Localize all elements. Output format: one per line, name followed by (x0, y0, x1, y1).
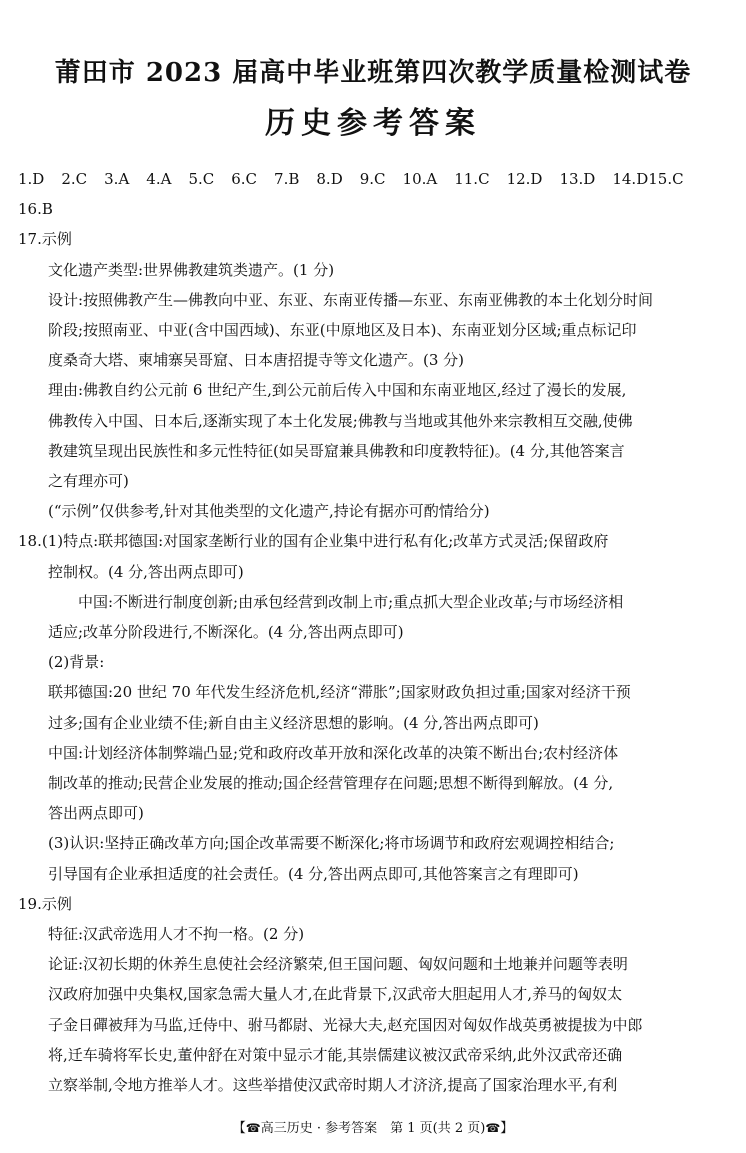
answer-item: 9.C (359, 170, 386, 188)
phone-icon: ☎ (485, 1121, 501, 1135)
q17-line: 之有理亦可) (48, 472, 129, 491)
q17-line: 理由:佛教自约公元前 6 世纪产生,到公元前后传入中国和东南亚地区,经过了漫长的发展, (48, 381, 627, 400)
answer-item: 16.B (18, 200, 53, 219)
answer-item: 2.C (61, 170, 88, 188)
q19-line: 特征:汉武帝选用人才不拘一格。(2 分) (48, 925, 305, 944)
q19-line: 论证:汉初长期的休养生息使社会经济繁荣,但王国问题、匈奴问题和土地兼并问题等表明 (48, 955, 628, 974)
q18-line: (2)背景: (48, 653, 105, 672)
q18-line: 中国:不断进行制度创新;由承包经营到改制上市;重点抓大型企业改革;与市场经济相 (78, 592, 624, 611)
answer-item: 8.D (316, 170, 343, 188)
footer-text: 高三历史 · 参考答案 第 1 页(共 2 页) (260, 1121, 486, 1136)
q17-line: 度桑奇大塔、柬埔寨吴哥窟、日本唐招提寺等文化遗产。(3 分) (48, 351, 465, 370)
q19-line: 立察举制,令地方推举人才。这些举措使汉武帝时期人才济济,提高了国家治理水平,有利 (48, 1076, 618, 1095)
q18-line: 联邦德国:20 世纪 70 年代发生经济危机,经济“滞胀”;国家财政负担过重;国家对经济干预 (48, 683, 631, 702)
exam-title: 莆田市 2023 届高中毕业班第四次教学质量检测试卷 (54, 58, 692, 88)
q18-line: 答出两点即可) (48, 804, 144, 823)
answer-item: 10.A (402, 170, 438, 188)
answer-item: 1.D (18, 170, 45, 188)
answer-item: 11.C (454, 170, 490, 188)
q17-note: (“示例”仅供参考,针对其他类型的文化遗产,持论有据亦可酌情给分) (48, 502, 490, 521)
q18-line: 制改革的推动;民营企业发展的推动;国企经营管理存在问题;思想不断得到解放。(4 分, (48, 774, 614, 793)
answer-item: 6.C (231, 170, 258, 188)
q17-line: 教建筑呈现出民族性和多元性特征(如吴哥窟兼具佛教和印度教特征)。(4 分,其他答案言 (48, 441, 625, 460)
q18-line: 过多;国有企业业绩不佳;新自由主义经济思想的影响。(4 分,答出两点即可) (48, 713, 539, 732)
q17-line: 设计:按照佛教产生—佛教向中亚、东亚、东南亚传播—东亚、东南亚佛教的本土化划分时间 (48, 290, 654, 309)
q18-line: 引导国有企业承担适度的社会责任。(4 分,答出两点即可,其他答案言之有理即可) (48, 864, 579, 883)
answer-key-title: 历史参考答案 (265, 106, 481, 141)
answer-item: 4.A (146, 170, 172, 188)
answer-body (18, 164, 730, 1100)
q18-line: 18.(1)特点:联邦德国:对国家垄断行业的国有企业集中进行私有化;改革方式灵活;保留政府 (18, 532, 609, 551)
phone-icon: ☎ (245, 1121, 261, 1135)
q19-line: 将,迁车骑将军长史,董仲舒在对策中显示才能,其崇儒建议被汉武帝采纳,此外汉武帝还确 (48, 1045, 623, 1064)
q17-line: 文化遗产类型:世界佛教建筑类遗产。(1 分) (48, 260, 335, 279)
q18-line: 适应;改革分阶段进行,不断深化。(4 分,答出两点即可) (48, 623, 404, 642)
q17-line: 佛教传入中国、日本后,逐渐实现了本土化发展;佛教与当地或其他外来宗教相互交融,使佛 (48, 411, 633, 430)
answer-item: 12.D (506, 170, 543, 188)
q17-line: 阶段;按照南亚、中亚(含中国西域)、东亚(中原地区及日本)、东南亚划分区域;重点标记印 (48, 321, 637, 339)
answer-item: 14.D (612, 170, 649, 188)
q19-label: 19.示例 (18, 894, 72, 913)
page-footer: 【☎高三历史 · 参考答案 第 1 页(共 2 页)☎】 (232, 1121, 514, 1136)
answer-item: 15.C (648, 170, 684, 188)
answer-item: 7.B (274, 170, 300, 188)
q18-line: (3)认识:坚持正确改革方向;国企改革需要不断深化;将市场调节和政府宏观调控相结合; (48, 834, 615, 853)
q19-line: 子金日磾被拜为马监,迁侍中、驸马都尉、光禄大夫,赵充国因对匈奴作战英勇被提拔为中郎 (48, 1015, 643, 1034)
q19-line: 汉政府加强中央集权,国家急需大量人才,在此背景下,汉武帝大胆起用人才,养马的匈奴太 (48, 985, 623, 1004)
multiple-choice-answers (18, 164, 730, 224)
q18-line: 中国:计划经济体制弊端凸显;党和政府改革开放和深化改革的决策不断出台;农村经济体 (48, 743, 619, 762)
q18-line: 控制权。(4 分,答出两点即可) (48, 562, 244, 581)
q17-label: 17.示例 (18, 230, 72, 249)
answer-item: 5.C (188, 170, 215, 188)
answer-item: 3.A (104, 170, 130, 188)
answer-item: 13.D (559, 170, 596, 188)
